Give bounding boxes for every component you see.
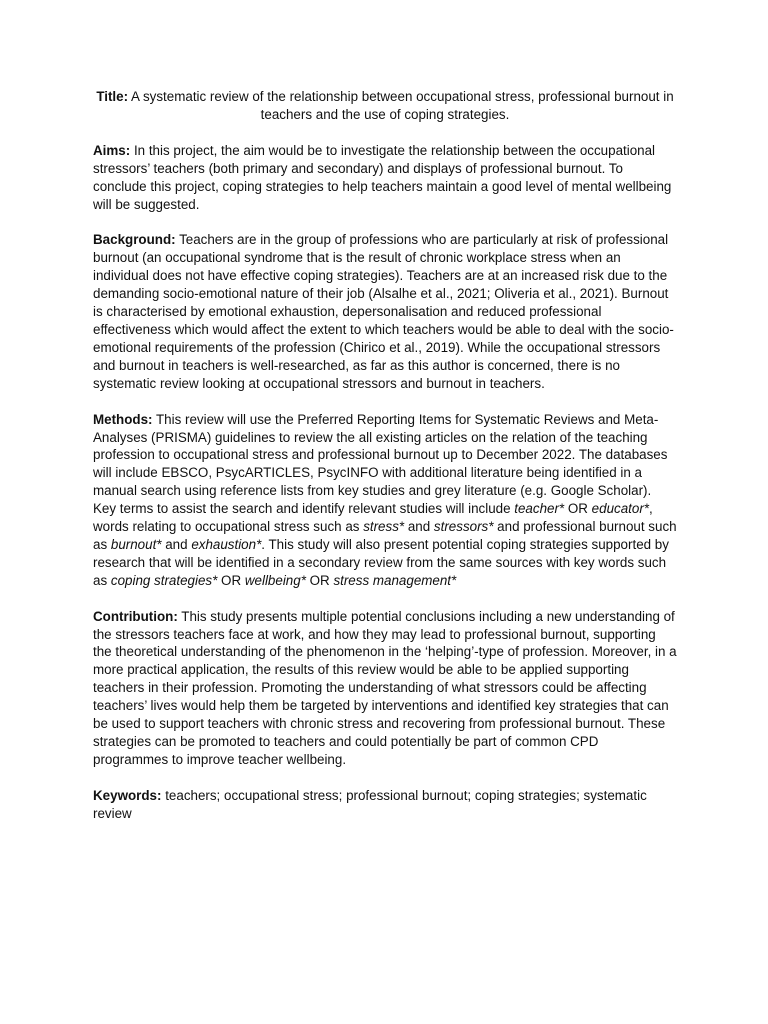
background-paragraph <box>93 231 677 392</box>
methods-label: Methods: <box>93 411 153 427</box>
methods-or-1: OR <box>564 501 592 517</box>
contribution-text: This study presents multiple potential conclusions including a new understanding of the stressors teachers face at work, and how they may lead to professional burnout, supporting the theoretical understanding of the phenomenon in the ‘helping’-type of profession. Moreover, in a more practical application, the results of this review would be able to be applied supporting teachers in their profession. Promoting the understanding of what stressors could be affecting teachers’ lives would help them be targeted by interventions and identified key strategies that can be used to support teachers with chronic stress and recovering from professional burnout. These strategies can be promoted to teachers and could potentially be part of common CPD programmes to improve teacher wellbeing. <box>93 608 677 767</box>
document-page <box>93 88 677 841</box>
title-paragraph <box>93 88 677 124</box>
aims-label: Aims: <box>93 142 131 158</box>
methods-and-1: and <box>404 519 434 535</box>
keyword-stress-management: stress management* <box>333 572 457 588</box>
methods-text-3: and professional burnout such as <box>93 519 677 552</box>
background-text: Teachers are in the group of professions who are particularly at risk of professional burnout (an occupational syndrome that is the result of chronic workplace stress when an individual does not have effective coping strategies). Teachers are at an increased risk due to the demanding socio-emotional nature of their job (Alsalhe et al., 2021; Oliveria et al., 2021). Burnout is characterised by emotional exhaustion, depersonalisation and reduced professional effectiveness which would affect the extent to which teachers would be able to deal with the socio-emotional requirements of the profession (Chirico et al., 2019). While the occupational stressors and burnout in teachers is well-researched, as far as this author is concerned, there is no systematic review looking at occupational stressors and burnout in teachers. <box>93 232 674 391</box>
keyword-wellbeing: wellbeing* <box>244 572 306 588</box>
methods-or-3: OR <box>305 572 334 588</box>
keyword-stressors: stressors* <box>433 519 494 535</box>
methods-and-2: and <box>161 536 192 552</box>
keyword-exhaustion: exhaustion* <box>191 536 262 552</box>
methods-text-4: . This study will also present potential coping strategies supported by research that will be identified in a secondary review from the same sources with key words such as <box>93 536 669 588</box>
keyword-coping-strategies: coping strategies* <box>110 572 218 588</box>
keyword-teacher: teacher* <box>514 501 565 517</box>
title-text: A systematic review of the relationship between occupational stress, professional burnout in teachers and the use of coping strategies. <box>131 89 674 122</box>
aims-paragraph <box>93 142 677 214</box>
methods-paragraph <box>93 411 677 590</box>
keywords-text: teachers; occupational stress; professional burnout; coping strategies; systematic review <box>93 787 647 821</box>
keyword-educator: educator* <box>591 501 649 517</box>
keyword-stress: stress* <box>363 519 405 535</box>
title-label: Title: <box>96 89 129 104</box>
contribution-label: Contribution: <box>93 608 178 624</box>
aims-text: In this project, the aim would be to investigate the relationship between the occupational stressors’ teachers (both primary and secondary) and displays of professional burnout. To conclude this project, coping strategies to help teachers maintain a good level of mental wellbeing will be suggested. <box>93 142 672 212</box>
methods-text-1: This review will use the Preferred Reporting Items for Systematic Reviews and Meta-Analyses (PRISMA) guidelines to review the all existing articles on the relation of the teaching profession to occupational stress and professional burnout up to December 2022. The databases will include EBSCO, PsycARTICLES, PsycINFO with additional literature being identified in a manual search using reference lists from key studies and grey literature (e.g. Google Scholar). Key terms to assist the search and identify relevant studies will include <box>93 411 668 517</box>
keyword-burnout: burnout* <box>110 536 162 552</box>
keywords-paragraph <box>93 787 677 823</box>
keywords-label: Keywords: <box>93 787 162 803</box>
contribution-paragraph <box>93 608 677 769</box>
methods-or-2: OR <box>217 572 245 588</box>
methods-text-2: , words relating to occupational stress such as <box>93 501 653 535</box>
background-label: Background: <box>93 232 176 248</box>
